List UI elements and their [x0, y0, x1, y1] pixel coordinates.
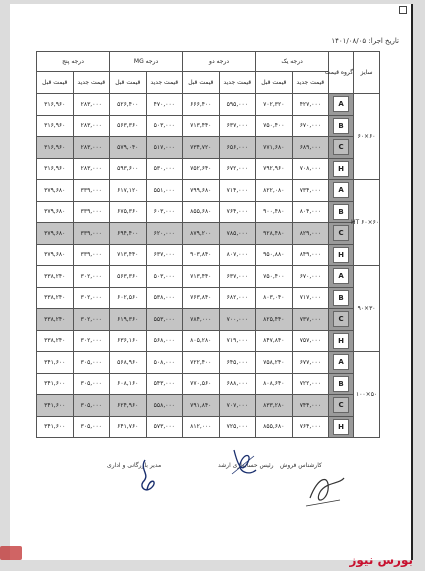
old-price-cell: ۷۹۹,۶۸۰ [183, 180, 220, 202]
old-price-cell: ۷۹۱,۸۴۰ [183, 395, 220, 417]
new-price-cell: ۶۳۷,۰۰۰ [219, 115, 256, 137]
price-group-badge: C [333, 397, 349, 413]
old-price-cell: ۷۵۸,۲۴۰ [256, 352, 293, 374]
new-price-cell: ۵۴۳,۰۰۰ [146, 373, 183, 395]
new-price-cell: ۸۰۴,۰۰۰ [292, 201, 329, 223]
old-price-cell: ۹۰۳,۸۴۰ [183, 244, 220, 266]
table-row [37, 137, 380, 159]
old-price-cell: ۷۰۲,۳۲۰ [256, 94, 293, 116]
old-price-cell: ۵۶۸,۹۶۰ [110, 352, 147, 374]
old-price-cell: ۸۳۳,۲۸۰ [256, 395, 293, 417]
new-price-cell: ۸۰۷,۰۰۰ [219, 244, 256, 266]
old-price-cell: ۷۱۳,۴۴۰ [183, 266, 220, 288]
old-price-cell: ۶۱۹,۳۶۰ [110, 309, 147, 331]
table-row [37, 223, 380, 245]
page-corner-mark [399, 6, 407, 14]
price-group-badge: H [333, 247, 349, 263]
old-price-cell: ۷۱۳,۴۴۰ [110, 244, 147, 266]
old-price-cell: ۳۱۶,۹۶۰ [37, 137, 74, 159]
header-price-group: گروه قیمت [329, 52, 354, 94]
new-price-cell: ۴۷۰,۰۰۰ [146, 94, 183, 116]
price-group-badge: H [333, 333, 349, 349]
old-price-cell: ۶۰۲,۵۶۰ [110, 287, 147, 309]
old-price-cell: ۷۵۰,۴۰۰ [256, 115, 293, 137]
new-price-cell: ۶۷۰,۰۰۰ [292, 266, 329, 288]
signature-label-sales: کارشناس فروش [280, 462, 322, 469]
old-price-cell: ۸۷۹,۲۰۰ [183, 223, 220, 245]
new-price-cell: ۷۳۴,۰۰۰ [292, 180, 329, 202]
new-price-cell: ۶۵۶,۰۰۰ [219, 137, 256, 159]
price-group-cell [329, 416, 354, 438]
new-price-cell: ۳۰۵,۰۰۰ [73, 373, 110, 395]
old-price-cell: ۵۷۹,۰۴۰ [110, 137, 147, 159]
new-price-cell: ۵۵۱,۰۰۰ [146, 180, 183, 202]
new-price-cell: ۲۸۳,۰۰۰ [73, 158, 110, 180]
new-price-cell: ۳۳۹,۰۰۰ [73, 244, 110, 266]
effective-date: تاریخ اجرا: ۱۴۰۱/۰۸/۰۵ [331, 37, 399, 45]
new-price-cell: ۵۰۸,۰۰۰ [146, 352, 183, 374]
old-price-cell: ۸۰۳,۰۴۰ [256, 287, 293, 309]
price-group-cell [329, 373, 354, 395]
table-row [37, 115, 380, 137]
old-price-cell: ۳۴۱,۶۰۰ [37, 416, 74, 438]
new-price-cell: ۷۶۴,۰۰۰ [219, 201, 256, 223]
price-group-cell [329, 180, 354, 202]
new-price-cell: ۵۰۳,۰۰۰ [146, 115, 183, 137]
new-price-cell: ۷۲۵,۰۰۰ [219, 416, 256, 438]
old-price-cell: ۷۷۰,۵۶۰ [183, 373, 220, 395]
old-price-cell: ۳۷۹,۶۸۰ [37, 244, 74, 266]
table-row [37, 287, 380, 309]
new-price-cell: ۵۱۷,۰۰۰ [146, 137, 183, 159]
new-price-cell: ۳۰۵,۰۰۰ [73, 352, 110, 374]
old-price-cell: ۳۳۸,۲۴۰ [37, 287, 74, 309]
price-group-badge: C [333, 311, 349, 327]
old-price-cell: ۳۱۶,۹۶۰ [37, 115, 74, 137]
price-group-badge: H [333, 419, 349, 435]
signature-management [135, 456, 161, 498]
old-price-cell: ۳۴۱,۶۰۰ [37, 395, 74, 417]
price-group-cell [329, 352, 354, 374]
new-price-cell: ۳۳۹,۰۰۰ [73, 201, 110, 223]
new-price-cell: ۷۱۷,۰۰۰ [292, 287, 329, 309]
new-price-cell: ۳۰۵,۰۰۰ [73, 416, 110, 438]
new-price-cell: ۶۸۸,۰۰۰ [219, 373, 256, 395]
old-price-cell: ۸۰۸,۶۴۰ [256, 373, 293, 395]
new-price-cell: ۲۸۳,۰۰۰ [73, 115, 110, 137]
new-price-cell: ۵۶۸,۰۰۰ [146, 330, 183, 352]
new-price-cell: ۳۰۲,۰۰۰ [73, 287, 110, 309]
old-price-cell: ۷۵۲,۶۴۰ [183, 158, 220, 180]
old-price-cell: ۵۹۳,۶۰۰ [110, 158, 147, 180]
table-row [37, 416, 380, 438]
header-grade-5: درجه پنج [37, 52, 110, 72]
signature-label-management: مدیر بازرگانی و اداری [107, 462, 162, 469]
subheader-new-price: قیمت جدید [73, 72, 110, 94]
new-price-cell: ۷۱۴,۰۰۰ [219, 180, 256, 202]
table-row [37, 352, 380, 374]
table-row [37, 94, 380, 116]
price-group-badge: B [333, 204, 349, 220]
old-price-cell: ۷۵۰,۴۰۰ [256, 266, 293, 288]
new-price-cell: ۵۵۳,۰۰۰ [146, 309, 183, 331]
new-price-cell: ۶۷۷,۰۰۰ [292, 352, 329, 374]
new-price-cell: ۵۵۸,۰۰۰ [146, 395, 183, 417]
price-group-cell [329, 115, 354, 137]
signature-accounting [228, 444, 262, 480]
price-group-cell [329, 201, 354, 223]
price-group-badge: A [333, 182, 349, 198]
table-row [37, 266, 380, 288]
subheader-new-price: قیمت جدید [292, 72, 329, 94]
old-price-cell: ۶۱۷,۱۲۰ [110, 180, 147, 202]
old-price-cell: ۶۰۸,۱۶۰ [110, 373, 147, 395]
new-price-cell: ۳۰۲,۰۰۰ [73, 330, 110, 352]
new-price-cell: ۳۳۹,۰۰۰ [73, 223, 110, 245]
header-grade-mg: درجه MG [110, 52, 183, 72]
new-price-cell: ۶۸۹,۰۰۰ [292, 137, 329, 159]
new-price-cell: ۳۳۹,۰۰۰ [73, 180, 110, 202]
new-price-cell: ۵۹۵,۰۰۰ [219, 94, 256, 116]
subheader-old-price: قیمت قبل [37, 72, 74, 94]
new-price-cell: ۷۶۴,۰۰۰ [292, 416, 329, 438]
old-price-cell: ۸۰۵,۲۸۰ [183, 330, 220, 352]
table-row [37, 244, 380, 266]
new-price-cell: ۶۴۵,۰۰۰ [219, 352, 256, 374]
old-price-cell: ۸۱۲,۰۰۰ [183, 416, 220, 438]
old-price-cell: ۹۲۸,۴۸۰ [256, 223, 293, 245]
brand-watermark: بورس نیوز [349, 553, 413, 567]
old-price-cell: ۶۲۴,۹۶۰ [110, 395, 147, 417]
new-price-cell: ۲۸۳,۰۰۰ [73, 137, 110, 159]
old-price-cell: ۶۴۱,۷۶۰ [110, 416, 147, 438]
old-price-cell: ۳۷۹,۶۸۰ [37, 223, 74, 245]
price-group-badge: H [333, 161, 349, 177]
size-label: ۶۰×۶۰ HT [354, 180, 380, 266]
new-price-cell: ۶۳۷,۰۰۰ [146, 244, 183, 266]
price-table [36, 51, 380, 438]
old-price-cell: ۸۴۷,۸۴۰ [256, 330, 293, 352]
old-price-cell: ۹۰۰,۴۸۰ [256, 201, 293, 223]
header-size: سایز [354, 52, 380, 94]
old-price-cell: ۷۷۱,۶۸۰ [256, 137, 293, 159]
old-price-cell: ۳۴۱,۶۰۰ [37, 352, 74, 374]
new-price-cell: ۶۳۷,۰۰۰ [219, 266, 256, 288]
new-price-cell: ۳۰۲,۰۰۰ [73, 309, 110, 331]
old-price-cell: ۶۶۶,۴۰۰ [183, 94, 220, 116]
price-group-cell [329, 330, 354, 352]
old-price-cell: ۶۳۶,۱۶۰ [110, 330, 147, 352]
old-price-cell: ۸۲۵,۴۴۰ [256, 309, 293, 331]
table-row [37, 330, 380, 352]
new-price-cell: ۶۷۲,۰۰۰ [219, 158, 256, 180]
corner-stamp [0, 546, 22, 560]
subheader-new-price: قیمت جدید [219, 72, 256, 94]
old-price-cell: ۷۸۴,۰۰۰ [183, 309, 220, 331]
new-price-cell: ۸۲۹,۰۰۰ [292, 223, 329, 245]
new-price-cell: ۶۰۳,۰۰۰ [146, 201, 183, 223]
price-group-cell [329, 395, 354, 417]
header-grade-1: درجه یک [256, 52, 329, 72]
subheader-old-price: قیمت قبل [110, 72, 147, 94]
old-price-cell: ۳۷۹,۶۸۰ [37, 201, 74, 223]
price-group-badge: B [333, 376, 349, 392]
new-price-cell: ۷۰۸,۰۰۰ [292, 158, 329, 180]
price-group-cell [329, 158, 354, 180]
old-price-cell: ۳۳۸,۲۴۰ [37, 266, 74, 288]
new-price-cell: ۷۲۲,۰۰۰ [292, 373, 329, 395]
new-price-cell: ۷۳۷,۰۰۰ [292, 309, 329, 331]
old-price-cell: ۵۶۳,۳۶۰ [110, 266, 147, 288]
new-price-cell: ۸۴۹,۰۰۰ [292, 244, 329, 266]
new-price-cell: ۷۵۷,۰۰۰ [292, 330, 329, 352]
header-grade-2: درجه دو [183, 52, 256, 72]
subheader-old-price: قیمت قبل [256, 72, 293, 94]
price-group-cell [329, 137, 354, 159]
new-price-cell: ۵۳۰,۰۰۰ [146, 158, 183, 180]
price-group-badge: B [333, 290, 349, 306]
subheader-old-price: قیمت قبل [183, 72, 220, 94]
old-price-cell: ۳۷۹,۶۸۰ [37, 180, 74, 202]
old-price-cell: ۳۱۶,۹۶۰ [37, 158, 74, 180]
old-price-cell: ۸۵۵,۶۸۰ [183, 201, 220, 223]
price-group-badge: A [333, 96, 349, 112]
new-price-cell: ۶۲۰,۰۰۰ [146, 223, 183, 245]
price-group-cell [329, 244, 354, 266]
old-price-cell: ۳۱۶,۹۶۰ [37, 94, 74, 116]
old-price-cell: ۳۴۱,۶۰۰ [37, 373, 74, 395]
old-price-cell: ۸۵۵,۶۸۰ [256, 416, 293, 438]
signature-label-accounting: رئیس حسابداری ارشد [218, 462, 274, 469]
table-row [37, 201, 380, 223]
old-price-cell: ۳۳۸,۲۴۰ [37, 330, 74, 352]
table-row [37, 158, 380, 180]
old-price-cell: ۵۶۳,۳۶۰ [110, 115, 147, 137]
old-price-cell: ۷۳۴,۷۲۰ [183, 137, 220, 159]
price-group-cell [329, 223, 354, 245]
old-price-cell: ۶۷۵,۳۶۰ [110, 201, 147, 223]
old-price-cell: ۵۲۶,۴۰۰ [110, 94, 147, 116]
price-group-cell [329, 309, 354, 331]
old-price-cell: ۸۲۲,۰۸۰ [256, 180, 293, 202]
price-group-cell [329, 94, 354, 116]
old-price-cell: ۷۶۳,۸۴۰ [183, 287, 220, 309]
subheader-new-price: قیمت جدید [146, 72, 183, 94]
signature-sales [300, 468, 350, 510]
new-price-cell: ۲۸۳,۰۰۰ [73, 94, 110, 116]
price-group-badge: A [333, 354, 349, 370]
table-row [37, 395, 380, 417]
size-label: ۳۰×۹۰ [354, 266, 380, 352]
new-price-cell: ۷۰۷,۰۰۰ [219, 395, 256, 417]
price-group-badge: C [333, 225, 349, 241]
size-label: ۶۰×۶۰ [354, 94, 380, 180]
price-group-badge: C [333, 139, 349, 155]
new-price-cell: ۷۴۴,۰۰۰ [292, 395, 329, 417]
new-price-cell: ۶۷۰,۰۰۰ [292, 115, 329, 137]
new-price-cell: ۳۰۲,۰۰۰ [73, 266, 110, 288]
old-price-cell: ۹۵۰,۸۸۰ [256, 244, 293, 266]
new-price-cell: ۴۲۷,۰۰۰ [292, 94, 329, 116]
price-group-cell [329, 266, 354, 288]
new-price-cell: ۳۰۵,۰۰۰ [73, 395, 110, 417]
table-row [37, 180, 380, 202]
new-price-cell: ۵۰۳,۰۰۰ [146, 266, 183, 288]
table-row [37, 373, 380, 395]
price-group-badge: B [333, 118, 349, 134]
new-price-cell: ۷۰۰,۰۰۰ [219, 309, 256, 331]
new-price-cell: ۶۸۲,۰۰۰ [219, 287, 256, 309]
old-price-cell: ۷۹۲,۹۶۰ [256, 158, 293, 180]
new-price-cell: ۵۷۳,۰۰۰ [146, 416, 183, 438]
price-group-cell [329, 287, 354, 309]
old-price-cell: ۶۹۴,۴۰۰ [110, 223, 147, 245]
old-price-cell: ۷۱۳,۴۴۰ [183, 115, 220, 137]
new-price-cell: ۵۳۸,۰۰۰ [146, 287, 183, 309]
old-price-cell: ۷۲۲,۴۰۰ [183, 352, 220, 374]
new-price-cell: ۷۱۹,۰۰۰ [219, 330, 256, 352]
old-price-cell: ۳۳۸,۲۴۰ [37, 309, 74, 331]
size-label: ۵۰×۱۰۰ [354, 352, 380, 438]
price-group-badge: A [333, 268, 349, 284]
new-price-cell: ۷۸۵,۰۰۰ [219, 223, 256, 245]
table-row [37, 309, 380, 331]
